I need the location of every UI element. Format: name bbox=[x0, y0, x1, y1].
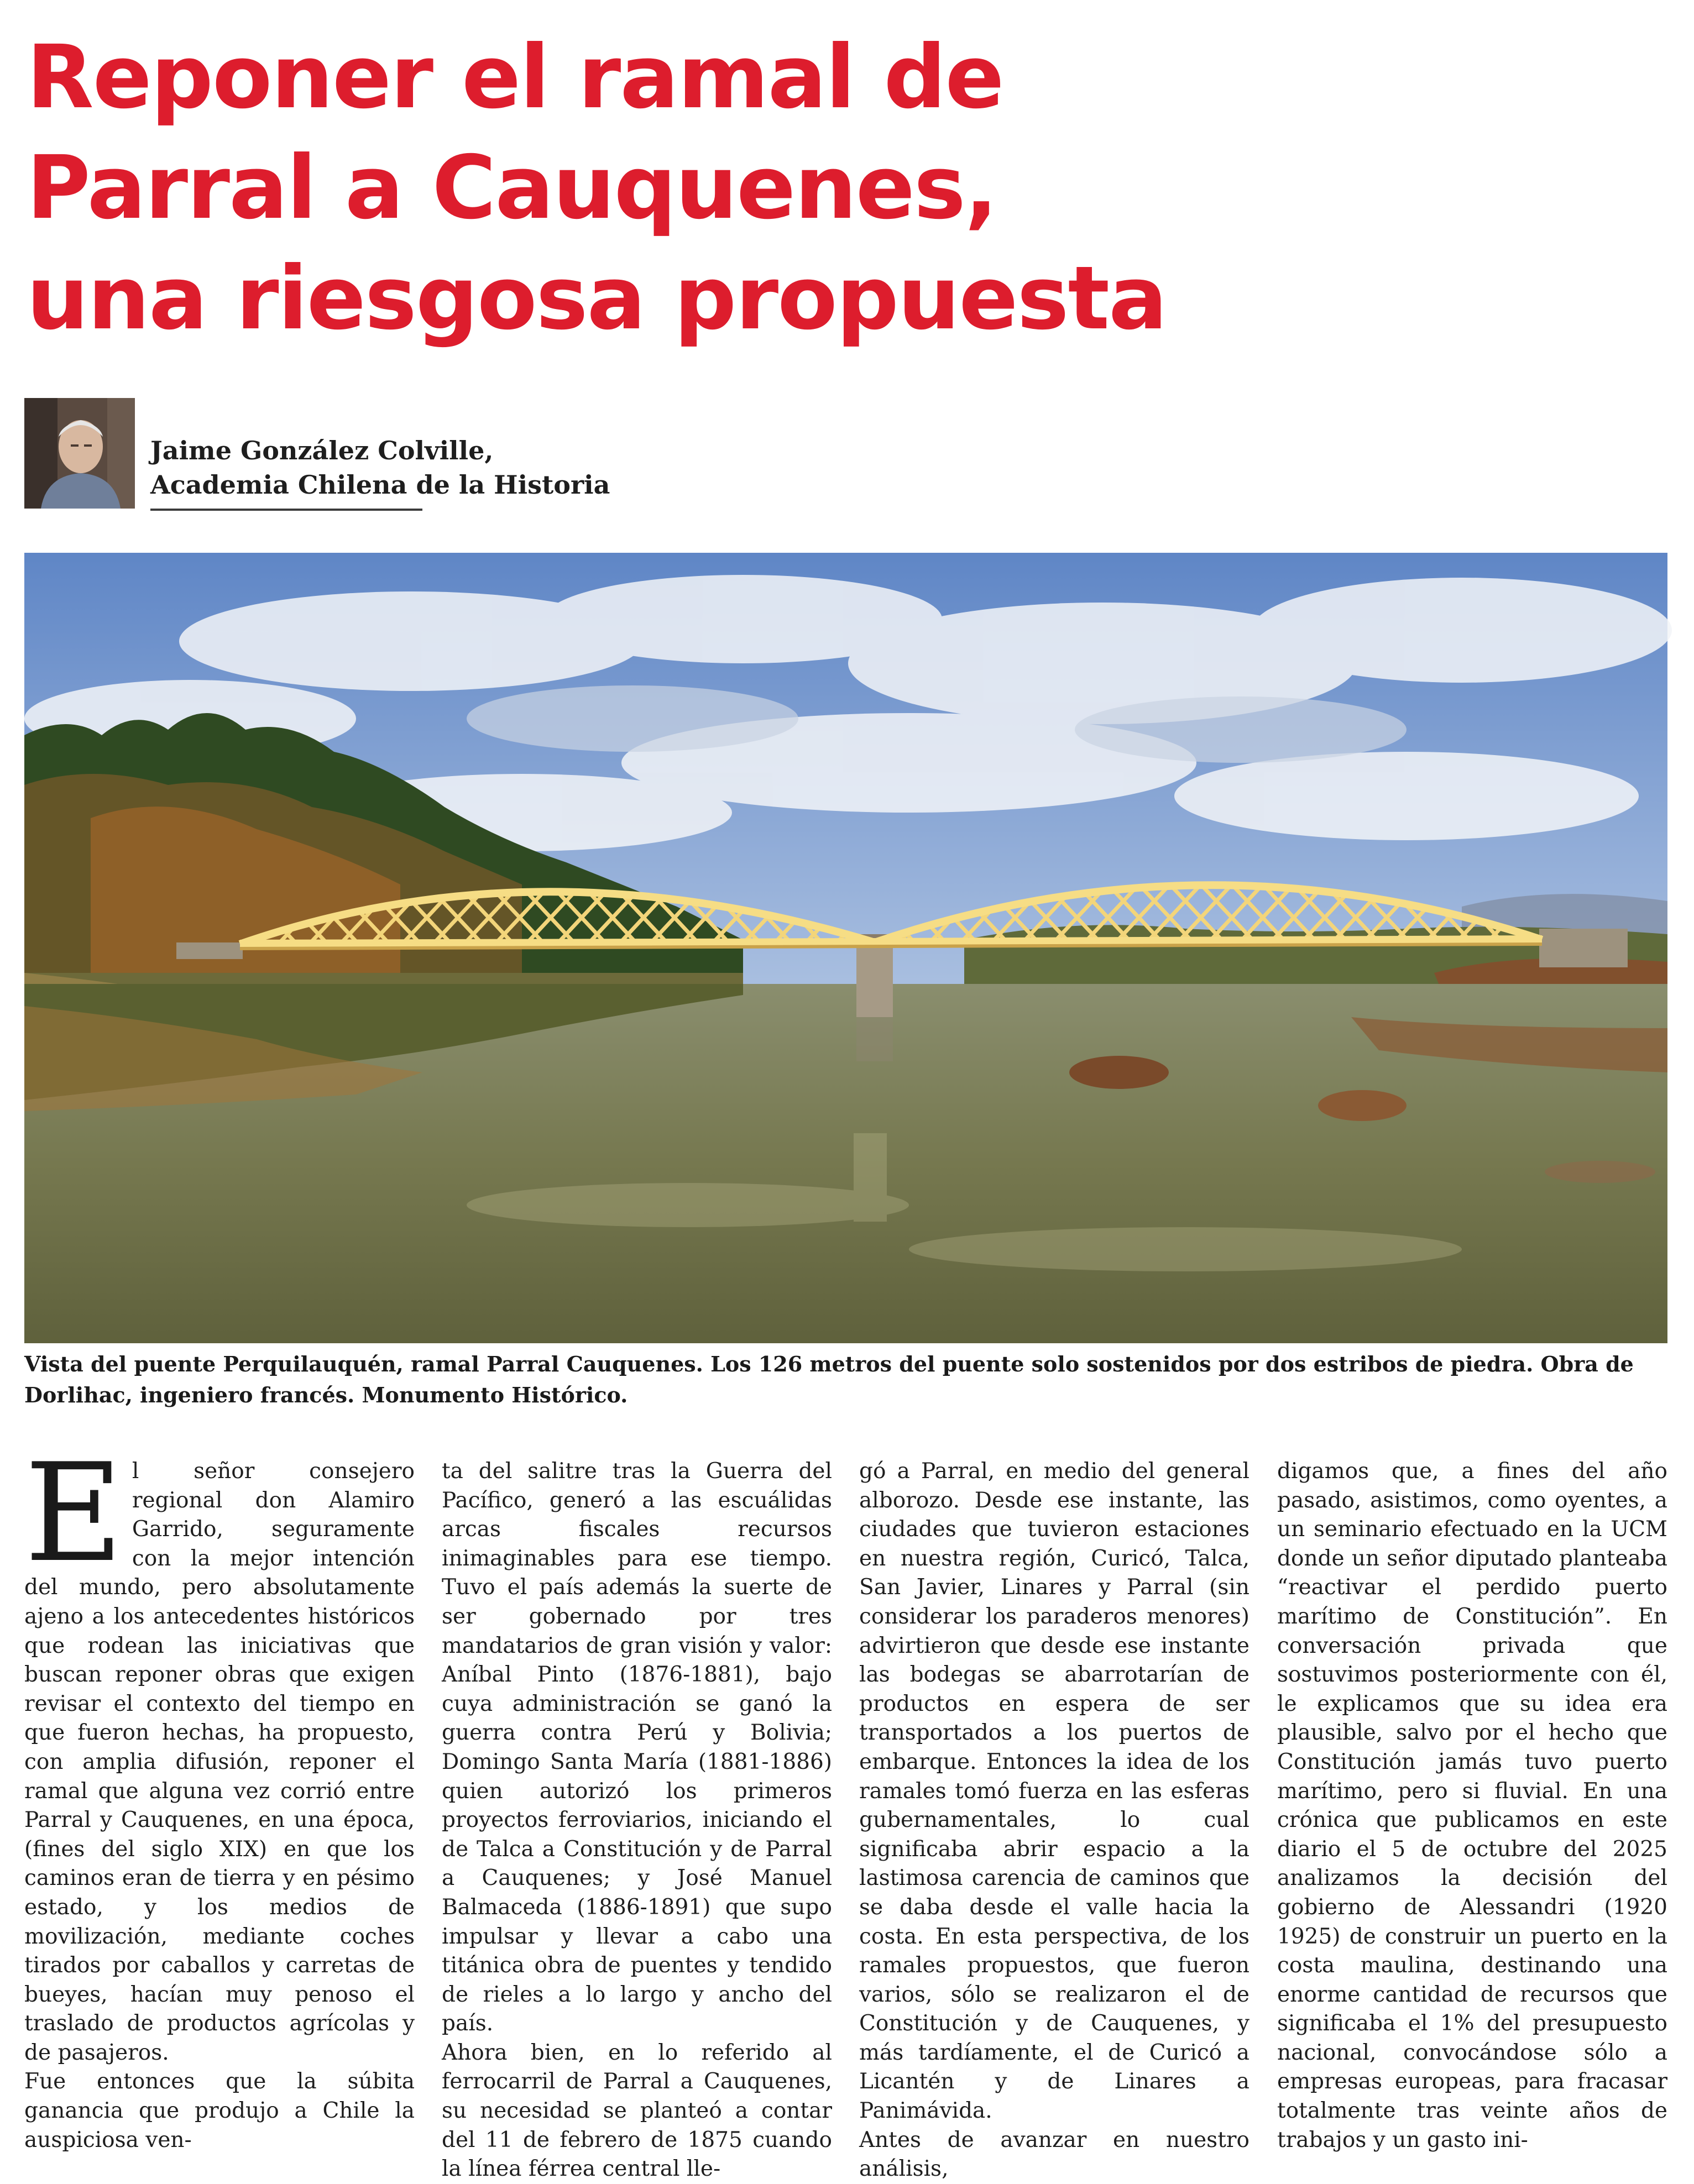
headline-line-2: Parral a Cauquenes, bbox=[27, 137, 997, 239]
bridge-photo-image bbox=[24, 553, 1667, 1343]
headline-line-1: Reponer el ramal de bbox=[27, 27, 1003, 128]
article-column-3 bbox=[859, 1457, 1249, 2182]
article-body bbox=[24, 1434, 1667, 2182]
photo-caption: Vista del puente Perquilauquén, ramal Parral Cauquenes. Los 126 metros del puente solo sostenidos por dos estribos de piedra. Obra de Dorlihac, ingeniero francés. Monumento Histórico. bbox=[24, 1352, 1634, 1407]
author-avatar bbox=[24, 398, 135, 509]
author-portrait-icon bbox=[24, 398, 135, 509]
drop-cap: E bbox=[24, 1434, 123, 1592]
paragraph-text: l señor consejero regional don Alamiro Garrido, seguramente con la mejor intención del mundo, pero absolutamente ajeno a los antecedentes históricos que rodean las iniciativas que buscan reponer obras que exigen revisar el contexto del tiempo en que fueron hechas, ha propuesto, con amplia difusión, reponer el ramal que alguna vez corrió entre Parral y Cauquenes, en una época, (fines del siglo XIX) en que los caminos eran de tierra y en pésimo estado, y los medios de movilización, mediante coches tirados por caballos y carretas de bueyes, hacían muy penoso el traslado de productos agrícolas y de pasajeros. bbox=[24, 1459, 415, 2065]
article-paragraph: Ahora bien, en lo referido al ferrocarril de Parral a Cauquenes, su necesidad se planteó a contar del 11 de febrero de 1875 cuando la línea férrea central lle- bbox=[442, 2040, 832, 2182]
headline-line-3: una riesgosa propuesta bbox=[27, 248, 1167, 349]
byline bbox=[24, 398, 688, 514]
article-paragraph: digamos que, a fines del año pasado, asistimos, como oyentes, a un seminario efectuado en la UCM donde un señor diputado planteaba “reactivar el perdido puerto marítimo de Constitución”. En conversación privada que sostuvimos posteriormente con él, le explicamos que su idea era plausible, salvo por el hecho que Constitución jamás tuvo puerto marítimo, pero si fluvial. En una crónica que publicamos en este diario el 5 de octubre del 2025 analizamos la decisión del gobierno de Alessandri (1920 1925) de construir un puerto en la costa maulina, destinando una enorme cantidad de recursos que significaba el 1% del presupuesto nacional, convocándose sólo a empresas europeas, para fracasar totalmente tras veinte años de trabajos y un gasto ini- bbox=[1277, 1459, 1667, 2152]
headline bbox=[27, 22, 1674, 354]
article-paragraph: Fue entonces que la súbita ganancia que produjo a Chile la auspiciosa ven- bbox=[24, 2069, 415, 2152]
bridge-photo bbox=[24, 553, 1667, 1343]
article-column-1 bbox=[24, 1434, 415, 2152]
article-column-4 bbox=[1277, 1457, 1667, 2152]
author-organization: Academia Chilena de la Historia bbox=[150, 470, 610, 500]
article-paragraph: gó a Parral, en medio del general alborozo. Desde ese instante, las ciudades que tuvieron estaciones en nuestra región, Curicó, Talca, San Javier, Linares y Parral (sin considerar los paraderos menores) advirtieron que desde ese instante las bodegas se abarrotarían de productos en espera de ser transportados a los puertos de embarque. Entonces la idea de los ramales tomó fuerza en las esferas gubernamentales, lo cual significaba abrir espacio a la lastimosa carencia de caminos que se daba desde el valle hacia la costa. En esta perspectiva, de los ramales propuestos, que fueron varios, sólo se realizaron el de Constitución y de Cauquenes, y más tardíamente, el de Curicó a Licantén y de Linares a Panimávida. bbox=[859, 1459, 1249, 2124]
article-paragraph: Antes de avanzar en nuestro análisis, bbox=[859, 2127, 1249, 2182]
author-name: Jaime González Colville, bbox=[150, 436, 494, 465]
byline-divider bbox=[150, 509, 422, 511]
article-paragraph bbox=[24, 1434, 415, 2067]
article-paragraph: ta del salitre tras la Guerra del Pacífico, generó a las escuálidas arcas fiscales recursos inimaginables para ese tiempo. Tuvo el país además la suerte de ser gobernado por tres mandatarios de gran visión y valor: Aníbal Pinto (1876-1881), bajo cuya administración se ganó la guerra contra Perú y Bolivia; Domingo Santa María (1881-1886) quien autorizó los primeros proyectos ferroviarios, iniciando el de Talca a Constitución y de Parral a Cauquenes; y José Manuel Balmaceda (1886-1891) que supo impulsar y llevar a cabo una titánica obra de puentes y tendido de rieles a lo largo y ancho del país. bbox=[442, 1459, 832, 2036]
article-column-2 bbox=[442, 1457, 832, 2182]
